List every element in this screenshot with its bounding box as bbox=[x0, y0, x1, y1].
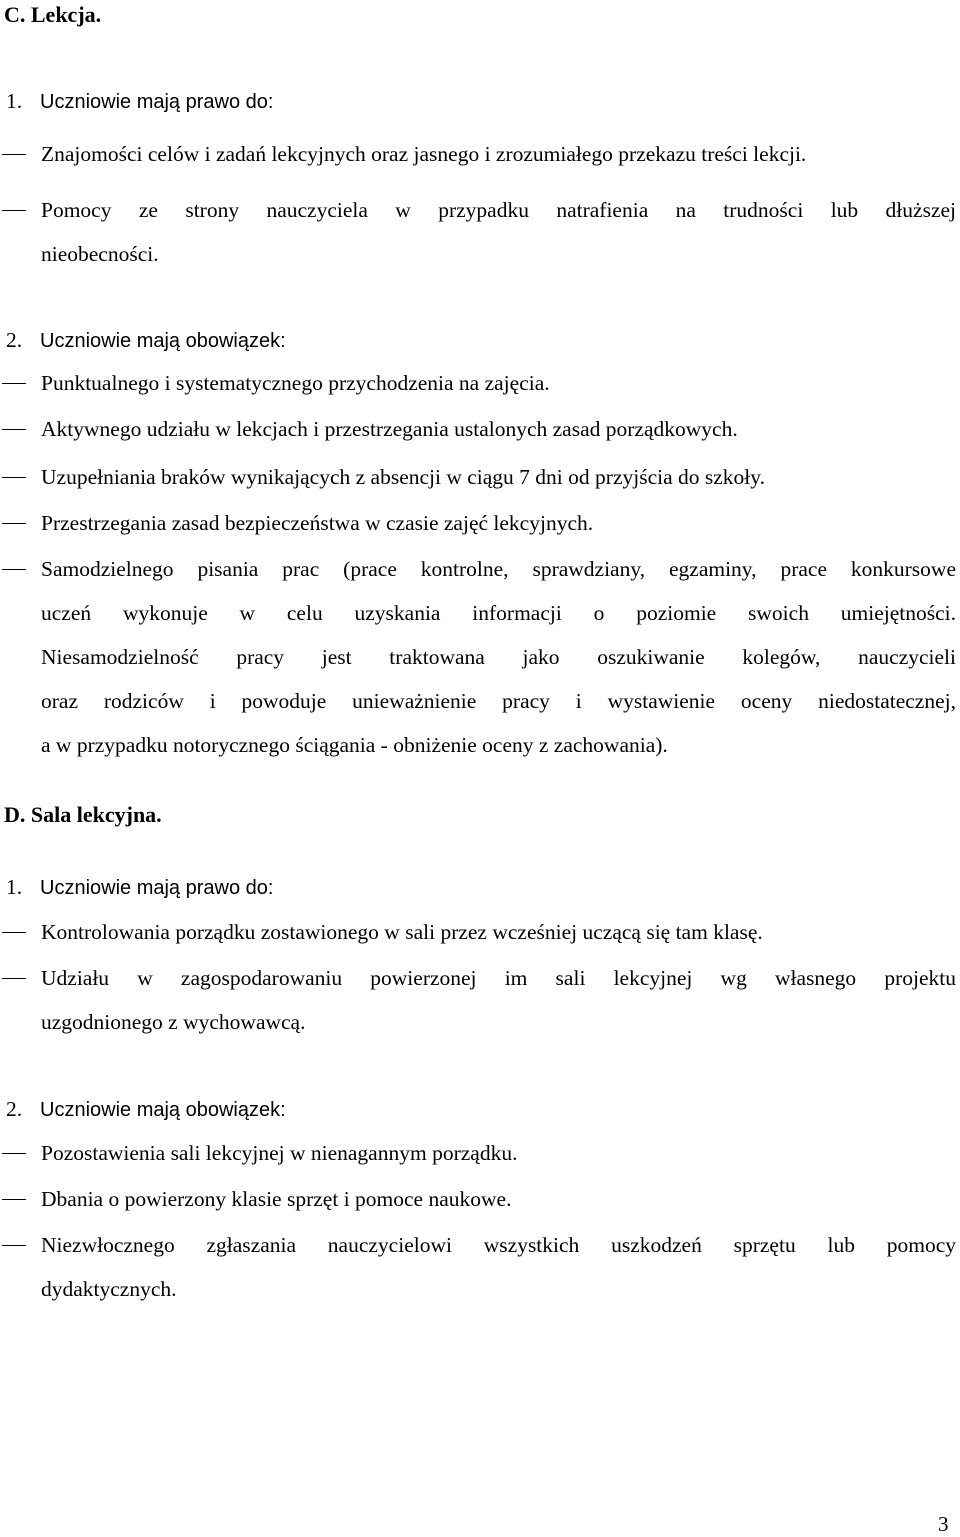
list-item-line: dydaktycznych. bbox=[41, 1277, 177, 1301]
section-c-rights-label bbox=[6, 86, 273, 117]
list-item-text bbox=[41, 140, 956, 184]
dash-bullet-icon bbox=[2, 978, 26, 979]
list-item-line: Samodzielnego pisania prac (prace kontrolne, sprawdziany, egzaminy, prace konkursowe bbox=[41, 557, 956, 581]
list-label: Uczniowie mają prawo do: bbox=[40, 877, 274, 899]
list-label: Uczniowie mają prawo do: bbox=[40, 91, 274, 113]
list-item-text bbox=[41, 555, 956, 775]
list-item-line: uczeń wykonuje w celu uzyskania informacji o poziomie swoich umiejętności. bbox=[41, 601, 956, 625]
list-item-line: Znajomości celów i zadań lekcyjnych oraz jasnego i zrozumiałego przekazu treści lekcji. bbox=[41, 142, 807, 166]
section-d-rights-label bbox=[6, 872, 273, 903]
list-number: 1. bbox=[6, 875, 23, 899]
list-item-line: Aktywnego udziału w lekcjach i przestrzegania ustalonych zasad porządkowych. bbox=[41, 417, 738, 441]
list-item-text bbox=[41, 1231, 956, 1319]
list-item-line: Pozostawienia sali lekcyjnej w nienagannym porządku. bbox=[41, 1141, 518, 1165]
list-label: Uczniowie mają obowiązek: bbox=[40, 1099, 286, 1121]
dash-bullet-icon bbox=[2, 569, 26, 570]
list-item-line: Niesamodzielność pracy jest traktowana jako oszukiwanie kolegów, nauczycieli bbox=[41, 645, 956, 669]
dash-bullet-icon bbox=[2, 429, 26, 430]
list-item-text bbox=[41, 964, 956, 1052]
dash-bullet-icon bbox=[2, 477, 26, 478]
list-number: 2. bbox=[6, 328, 23, 352]
list-item-line: Pomocy ze strony nauczyciela w przypadku natrafienia na trudności lub dłuższej bbox=[41, 198, 956, 222]
list-item-line: Kontrolowania porządku zostawionego w sali przez wcześniej uczącą się tam klasę. bbox=[41, 920, 763, 944]
list-item-line: Uzupełniania braków wynikających z absencji w ciągu 7 dni od przyjścia do szkoły. bbox=[41, 465, 765, 489]
dash-bullet-icon bbox=[2, 1153, 26, 1154]
list-item-line: a w przypadku notorycznego ściągania - obniżenie oceny z zachowania). bbox=[41, 733, 668, 757]
list-item-line: Niezwłocznego zgłaszania nauczycielowi wszystkich uszkodzeń sprzętu lub pomocy bbox=[41, 1233, 956, 1257]
list-item-line: nieobecności. bbox=[41, 242, 159, 266]
section-c-duties-label bbox=[6, 325, 286, 356]
page-number: 3 bbox=[938, 1512, 949, 1536]
section-c-heading: C. Lekcja. bbox=[4, 2, 102, 27]
dash-bullet-icon bbox=[2, 154, 26, 155]
dash-bullet-icon bbox=[2, 210, 26, 211]
list-item-line: Przestrzegania zasad bezpieczeństwa w czasie zajęć lekcyjnych. bbox=[41, 511, 594, 535]
dash-bullet-icon bbox=[2, 383, 26, 384]
list-item-line: uzgodnionego z wychowawcą. bbox=[41, 1010, 306, 1034]
list-number: 2. bbox=[6, 1097, 23, 1121]
list-item-text bbox=[41, 196, 956, 284]
list-number: 1. bbox=[6, 89, 23, 113]
list-item-line: Punktualnego i systematycznego przychodzenia na zajęcia. bbox=[41, 371, 550, 395]
section-d-duties-label bbox=[6, 1094, 286, 1125]
dash-bullet-icon bbox=[2, 1199, 26, 1200]
list-item-line: oraz rodziców i powoduje unieważnienie pracy i wystawienie oceny niedostatecznej, bbox=[41, 689, 956, 713]
list-item-line: Dbania o powierzony klasie sprzęt i pomoce naukowe. bbox=[41, 1187, 512, 1211]
dash-bullet-icon bbox=[2, 523, 26, 524]
dash-bullet-icon bbox=[2, 1245, 26, 1246]
list-item-text bbox=[41, 415, 956, 459]
dash-bullet-icon bbox=[2, 932, 26, 933]
section-d-heading: D. Sala lekcyjna. bbox=[4, 802, 162, 827]
list-label: Uczniowie mają obowiązek: bbox=[40, 330, 286, 352]
list-item-line: Udziału w zagospodarowaniu powierzonej im sali lekcyjnej wg własnego projektu bbox=[41, 966, 956, 990]
